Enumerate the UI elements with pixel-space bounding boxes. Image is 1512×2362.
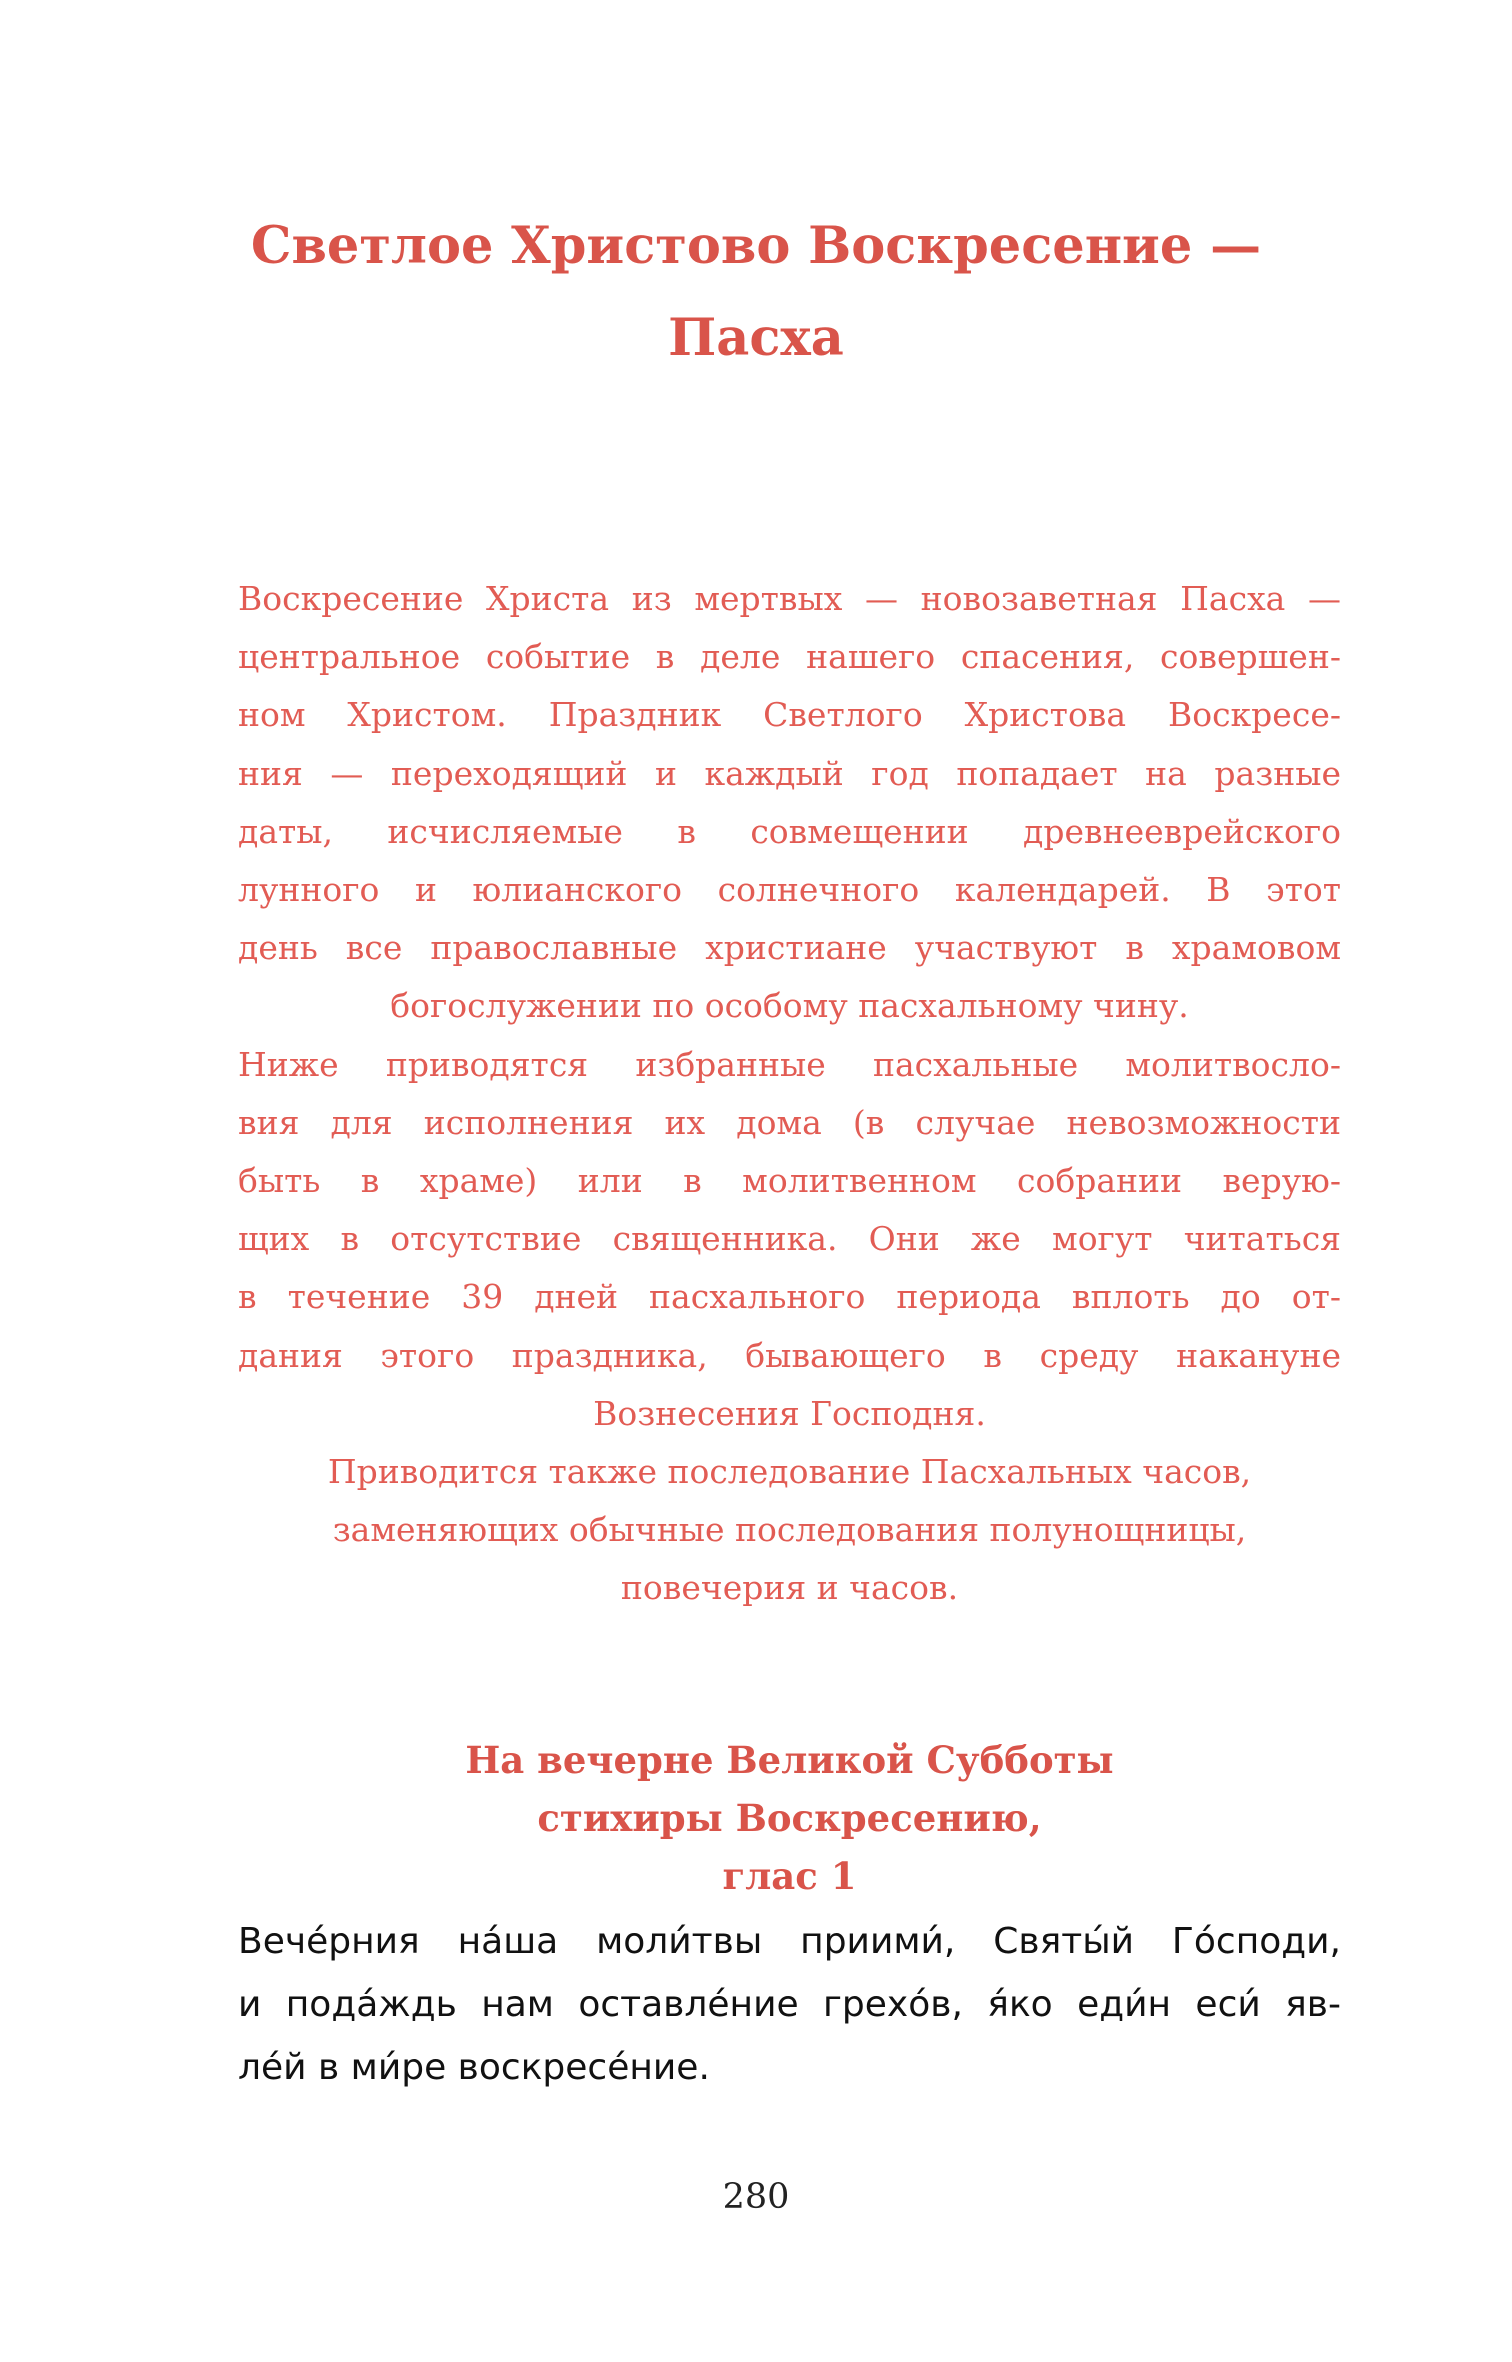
section-heading-line-2: стихиры Воскресению, (537, 1795, 1042, 1840)
page-number: 280 (722, 2177, 790, 2217)
chapter-title-line-1: Светлое Христово Воскресение — (250, 216, 1262, 276)
intro-line: день все православные христиане участвуют в храмовом (238, 928, 1341, 968)
section-heading-line-1: На вечерне Великой Субботы (465, 1737, 1114, 1782)
intro-line: щих в отсутствие священника. Они же могут читаться (238, 1219, 1341, 1259)
intro-line: ния — переходящий и каждый год попадает на разные (238, 753, 1341, 793)
verse-line: Вече́рния на́ша моли́твы приими́, Святы́й Го́споди, (238, 1921, 1341, 1962)
intro-line: центральное событие в деле нашего спасения, совершен- (238, 637, 1341, 677)
intro-line: быть в храме) или в молитвенном собрании верую- (238, 1161, 1341, 1201)
intro-line: дания этого праздника, бывающего в среду накануне (238, 1335, 1341, 1375)
intro-line: лунного и юлианского солнечного календарей. В этот (238, 870, 1341, 910)
section-heading (238, 1731, 1341, 1905)
prayer-verse (238, 1910, 1341, 2099)
intro-line: заменяющих обычные последования полунощницы, (332, 1510, 1247, 1550)
verse-line: и пода́ждь нам оставле́ние грехо́в, я́ко еди́н еси́ яв- (238, 1984, 1341, 2025)
intro-line: в течение 39 дней пасхального периода вплоть до от- (238, 1277, 1341, 1317)
intro-text (238, 570, 1341, 1618)
intro-line: вия для исполнения их дома (в случае невозможности (238, 1102, 1341, 1142)
intro-line: даты, исчисляемые в совмещении древнееврейского (238, 811, 1341, 851)
intro-line: ном Христом. Праздник Светлого Христова Воскресе- (238, 695, 1341, 735)
intro-line: повечерия и часов. (620, 1568, 959, 1608)
intro-line: Ниже приводятся избранные пасхальные молитвосло- (238, 1044, 1341, 1084)
chapter-title (200, 200, 1312, 384)
chapter-title-line-2: Пасха (668, 308, 844, 368)
section-heading-line-3: глас 1 (722, 1853, 857, 1898)
intro-line: Воскресение Христа из мертвых — новозаветная Пасха — (238, 579, 1341, 618)
intro-line: богослужении по особому пасхальному чину. (390, 986, 1189, 1026)
verse-line: ле́й в ми́ре воскресе́ние. (238, 2047, 710, 2088)
intro-line: Приводится также последование Пасхальных часов, (327, 1452, 1252, 1492)
intro-line: Вознесения Господня. (593, 1393, 986, 1433)
